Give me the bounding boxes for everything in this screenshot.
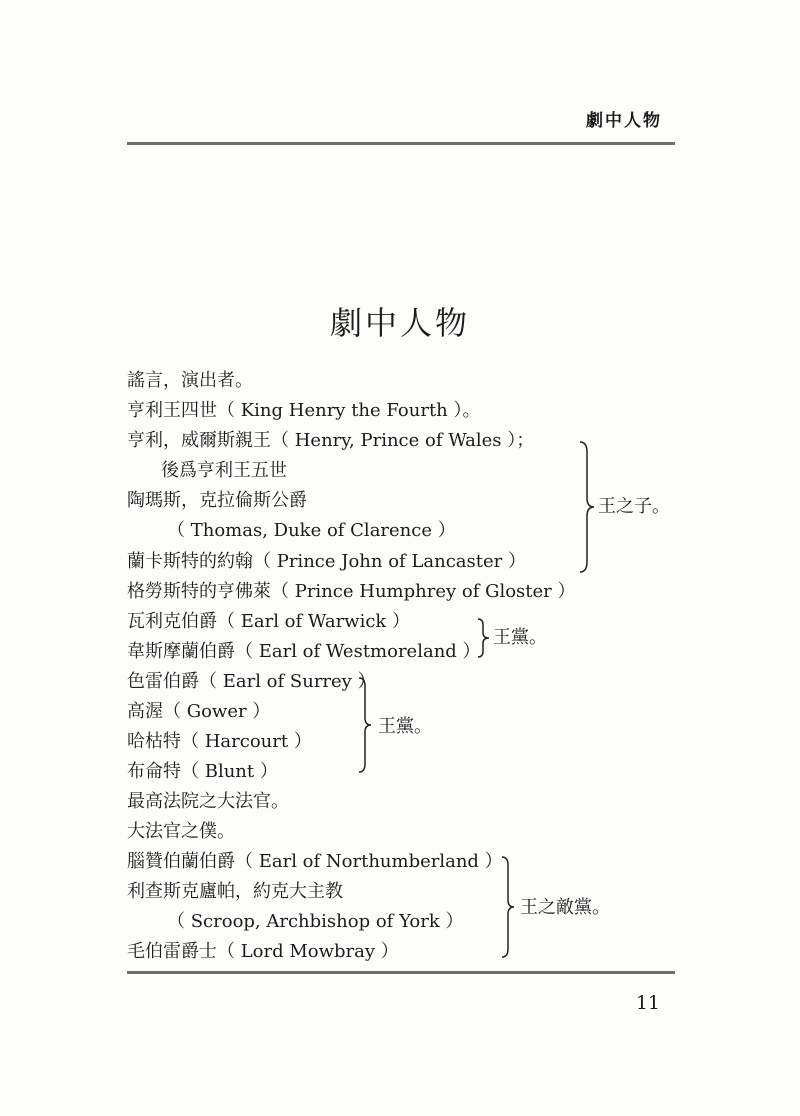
group-label: 王黨。 — [493, 627, 547, 648]
group-label: 王之敵黨。 — [520, 897, 610, 918]
right-brace-icon — [578, 440, 598, 574]
running-head: 劇中人物 — [586, 111, 662, 131]
list-line: 亨利，威爾斯親王（ Henry, Prince of Wales ）； — [127, 430, 535, 451]
page-title: 劇中人物 — [329, 304, 470, 342]
right-brace-icon — [476, 617, 492, 659]
right-brace-icon — [357, 676, 375, 774]
list-line: 利查斯克廬帕，約克大主教 — [127, 881, 343, 902]
list-line: 韋斯摩蘭伯爵（ Earl of Westmoreland ） — [127, 641, 481, 662]
list-line: 最高法院之大法官。 — [127, 791, 289, 812]
list-line: 腦贊伯蘭伯爵（ Earl of Northumberland ） — [127, 851, 503, 872]
list-line: 後爲亨利王五世 — [161, 460, 287, 481]
list-line: 毛伯雷爵士（ Lord Mowbray ） — [127, 941, 399, 962]
list-line: 蘭卡斯特的約翰（ Prince John of Lancaster ） — [127, 551, 526, 572]
header-rule — [127, 142, 675, 145]
page-number: 11 — [635, 992, 660, 1014]
list-line: 大法官之僕。 — [127, 821, 235, 842]
right-brace-icon — [500, 855, 518, 959]
group-label: 王黨。 — [378, 716, 432, 737]
list-line: 格勞斯特的亨佛萊（ Prince Humphrey of Gloster ） — [127, 581, 576, 602]
list-line: （ Scroop, Archbishop of York ） — [167, 911, 464, 932]
list-line: 亨利王四世（ King Henry the Fourth ）。 — [127, 400, 481, 421]
list-line: 謠言，演出者。 — [127, 370, 253, 391]
list-line: 瓦利克伯爵（ Earl of Warwick ） — [127, 611, 411, 632]
list-line: 高渥（ Gower ） — [127, 701, 271, 722]
list-line: 色雷伯爵（ Earl of Surrey ） — [127, 671, 376, 692]
footer-rule — [127, 971, 675, 974]
group-label: 王之子。 — [598, 496, 670, 517]
list-line: 哈枯特（ Harcourt ） — [127, 731, 312, 752]
list-line: （ Thomas, Duke of Clarence ） — [167, 520, 456, 541]
list-line: 陶瑪斯，克拉倫斯公爵 — [127, 490, 307, 511]
list-line: 布侖特（ Blunt ） — [127, 761, 278, 782]
